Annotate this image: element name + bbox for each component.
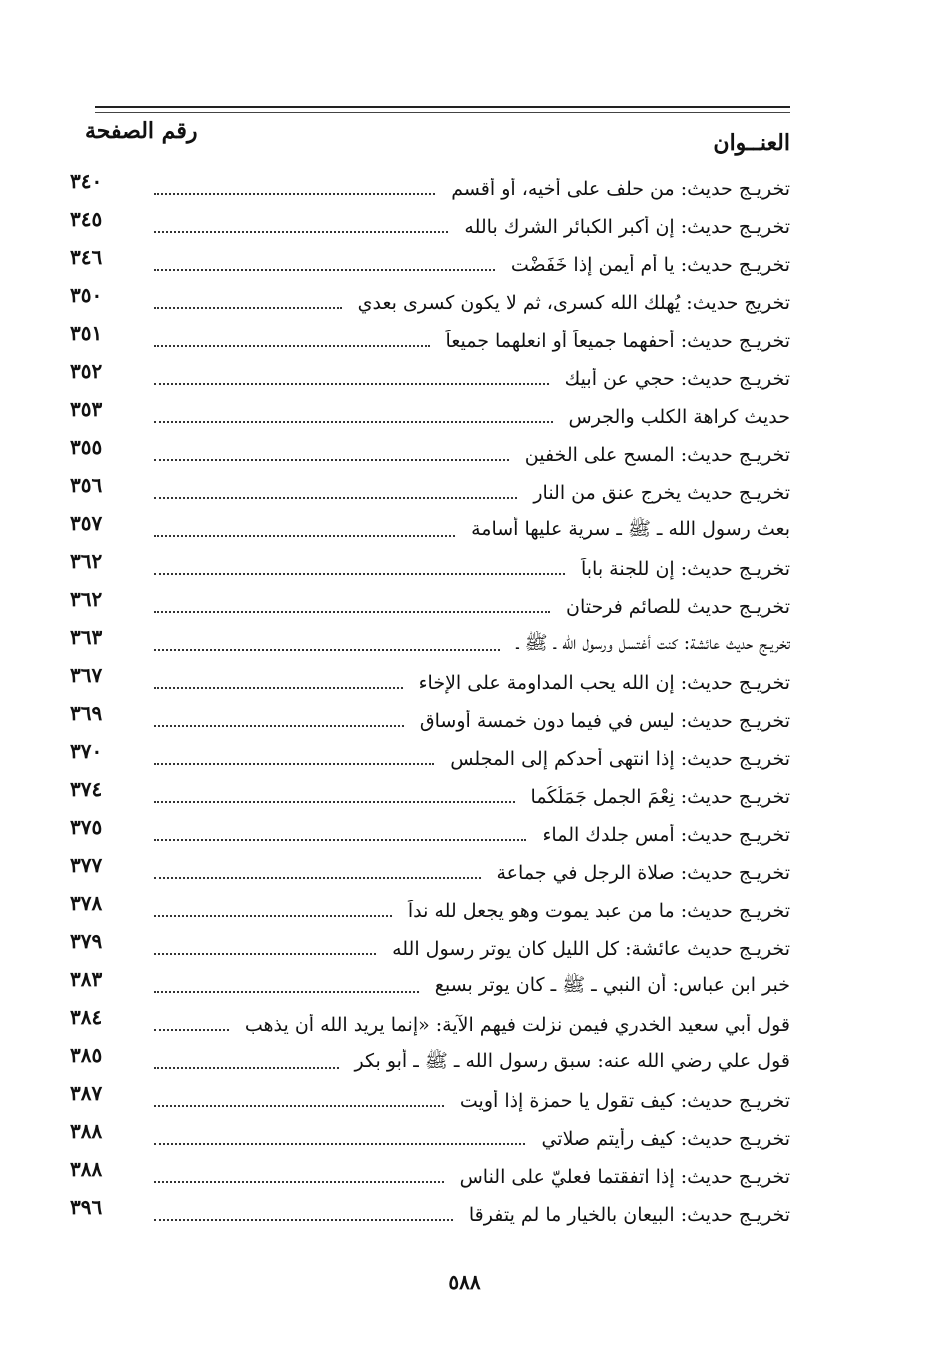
- toc-entry-title: تخريـج حديث للصائم فرحتان: [565, 596, 790, 618]
- toc-entry: [70, 968, 790, 1006]
- toc-entry: [70, 740, 790, 778]
- dot-leader: [154, 497, 517, 499]
- toc-entry: [70, 702, 790, 740]
- page-folio: ٥٨٨: [448, 1270, 481, 1294]
- toc-entry: [70, 626, 790, 664]
- toc-entry-title: تخريـج حديث: كيف تقول يا حمزة إذا أويت: [459, 1090, 790, 1112]
- toc-entry-title: تخريـج حديث: إن الله يحب المداومة على الإخاء: [418, 672, 790, 694]
- dot-leader: [154, 763, 434, 765]
- dot-leader: [154, 1219, 453, 1221]
- toc-entry-title: تخريـج حديث: إذا اتفقتما فعليّ على الناس: [459, 1166, 790, 1188]
- toc-entry: [70, 550, 790, 588]
- toc-entry-title: قول علي رضي الله عنه: سبق رسول الله ـ ﷺ ـ أبو بكر: [354, 1050, 790, 1072]
- toc-entry-title: تخريـج حديث: ما من عبد يموت وهو يجعل لله نداً: [407, 900, 790, 922]
- toc-entry: [70, 322, 790, 360]
- toc-entry: [70, 1120, 790, 1158]
- toc-entry-page-number: ٣٤٠: [70, 169, 103, 193]
- toc-entry-title: بعث رسول الله ـ ﷺ ـ سرية عليها أسامة: [471, 518, 790, 540]
- dot-leader: [154, 459, 509, 461]
- dot-leader: [154, 953, 376, 955]
- dot-leader: [154, 649, 500, 651]
- dot-leader: [154, 839, 526, 841]
- toc-entry: [70, 398, 790, 436]
- toc-entry-page-number: ٣٧٨: [70, 891, 103, 915]
- toc-entry-page-number: ٣٤٦: [70, 245, 103, 269]
- toc-entry-page-number: ٣٦٣: [70, 625, 103, 649]
- toc-entry-page-number: ٣٥٧: [70, 511, 103, 535]
- toc-entry-page-number: ٣٤٥: [70, 207, 103, 231]
- toc-entry-page-number: ٣٧٩: [70, 929, 103, 953]
- toc-entry-page-number: ٣٦٢: [70, 587, 103, 611]
- page-number-column-heading: رقم الصفحة: [85, 118, 198, 144]
- toc-entry: [70, 892, 790, 930]
- toc-entry-title: تخريـج حديث يخرج عنق من النار: [533, 482, 790, 504]
- dot-leader: [154, 801, 515, 803]
- toc-entry-page-number: ٣٨٨: [70, 1119, 103, 1143]
- dot-leader: [154, 611, 550, 613]
- dot-leader: [154, 535, 455, 537]
- toc-entry-page-number: ٣٥٠: [70, 283, 103, 307]
- toc-entry-title: تخريـج حديث: كيف رأيتم صلاتي: [541, 1128, 790, 1150]
- dot-leader: [154, 1029, 229, 1031]
- dot-leader: [154, 231, 448, 233]
- toc-entry: [70, 1196, 790, 1234]
- toc-entry: [70, 170, 790, 208]
- dot-leader: [154, 573, 565, 575]
- toc-entry-title: تخريـج حديث: إذا انتهى أحدكم إلى المجلس: [450, 748, 790, 770]
- dot-leader: [154, 383, 549, 385]
- toc-entry-page-number: ٣٨٨: [70, 1157, 103, 1181]
- dot-leader: [154, 915, 392, 917]
- toc-entry: [70, 360, 790, 398]
- header-rule: [95, 106, 790, 108]
- toc-entry-title: تخريـج حديث عائشة: كنت أغتسل ورسول الله ـ ﷺ ـ: [516, 632, 790, 654]
- dot-leader: [154, 345, 430, 347]
- toc-entry-page-number: ٣٨٧: [70, 1081, 103, 1105]
- toc-entry-title: تخريـج حديث: إن أكبر الكبائر الشرك بالله: [464, 216, 790, 238]
- table-of-contents: [70, 170, 790, 1234]
- toc-entry-title: تخريـج حديث: أمس جلدك الماء: [542, 824, 790, 846]
- toc-entry: [70, 436, 790, 474]
- toc-entry-title: تخريـج حديث: نِعْمَ الجمل جَمَلُكُما: [530, 786, 790, 808]
- toc-entry-title: تخريـج حديث عائشة: كل الليل كان يوتر رسول الله: [392, 938, 790, 960]
- toc-entry-title: تخريـج حديث: يا أم أيمن إذا خَفَضْت: [510, 254, 790, 276]
- toc-entry: [70, 208, 790, 246]
- toc-entry: [70, 1158, 790, 1196]
- toc-entry-page-number: ٣٥١: [70, 321, 103, 345]
- toc-entry-page-number: ٣٦٢: [70, 549, 103, 573]
- toc-entry-page-number: ٣٨٤: [70, 1005, 103, 1029]
- toc-entry-page-number: ٣٧٠: [70, 739, 103, 763]
- toc-entry-title: تخريج حديث: يُهلك الله كسرى، ثم لا يكون كسرى بعدي: [357, 292, 790, 314]
- toc-entry: [70, 1082, 790, 1120]
- dot-leader: [154, 421, 553, 423]
- dot-leader: [154, 1105, 444, 1107]
- toc-entry-title: تخريـج حديث: صلاة الرجل في جماعة: [496, 862, 790, 884]
- toc-entry-title: حديث كراهة الكلب والجرس: [568, 406, 790, 428]
- dot-leader: [154, 269, 495, 271]
- dot-leader: [154, 1143, 525, 1145]
- toc-entry-page-number: ٣٧٤: [70, 777, 103, 801]
- toc-entry-page-number: ٣٥٣: [70, 397, 103, 421]
- toc-entry-page-number: ٣٥٥: [70, 435, 103, 459]
- dot-leader: [154, 1181, 444, 1183]
- toc-entry-title: تخريـج حديث: ليس في فيما دون خمسة أوساق: [419, 710, 790, 732]
- toc-entry: [70, 664, 790, 702]
- toc-entry-title: تخريـج حديث: من حلف على أخيه، أو أقسم: [451, 178, 790, 200]
- toc-entry: [70, 854, 790, 892]
- toc-entry-page-number: ٣٥٢: [70, 359, 103, 383]
- toc-entry: [70, 512, 790, 550]
- toc-entry-title: تخريـج حديث: إن للجنة باباً: [580, 558, 790, 580]
- toc-entry-title: تخريـج حديث: المسح على الخفين: [524, 444, 790, 466]
- toc-entry-page-number: ٣٧٥: [70, 815, 103, 839]
- toc-entry: [70, 930, 790, 968]
- dot-leader: [154, 877, 481, 879]
- toc-entry-title: قول أبي سعيد الخدري فيمن نزلت فيهم الآية: «إنما يريد الله أن يذهب: [244, 1014, 790, 1036]
- toc-entry: [70, 588, 790, 626]
- toc-entry-title: تخريـج حديث: أحفهما جميعاً أو انعلهما جميعاً: [445, 330, 790, 352]
- toc-entry-title: خبر ابن عباس: أن النبي ـ ﷺ ـ كان يوتر بسبع: [434, 974, 790, 996]
- toc-entry-page-number: ٣٦٧: [70, 663, 103, 687]
- toc-entry: [70, 1006, 790, 1044]
- toc-entry: [70, 246, 790, 284]
- toc-entry: [70, 474, 790, 512]
- dot-leader: [154, 725, 404, 727]
- toc-entry-page-number: ٣٩٦: [70, 1195, 103, 1219]
- dot-leader: [154, 307, 342, 309]
- dot-leader: [154, 991, 419, 993]
- toc-entry-title: تخريـج حديث: البيعان بالخيار ما لم يتفرقا: [468, 1204, 790, 1226]
- toc-entry: [70, 284, 790, 322]
- dot-leader: [154, 193, 435, 195]
- table-header: [85, 118, 790, 160]
- header-rule-thin: [95, 112, 790, 113]
- toc-entry-title: تخريـج حديث: حجي عن أبيك: [564, 368, 790, 390]
- toc-entry-page-number: ٣٨٥: [70, 1043, 103, 1067]
- toc-entry-page-number: ٣٦٩: [70, 701, 103, 725]
- toc-entry-page-number: ٣٥٦: [70, 473, 103, 497]
- toc-entry: [70, 1044, 790, 1082]
- dot-leader: [154, 1067, 339, 1069]
- toc-entry: [70, 816, 790, 854]
- toc-entry-page-number: ٣٧٧: [70, 853, 103, 877]
- toc-entry: [70, 778, 790, 816]
- title-column-heading: العنــوان: [713, 130, 790, 156]
- dot-leader: [154, 687, 403, 689]
- toc-entry-page-number: ٣٨٣: [70, 967, 103, 991]
